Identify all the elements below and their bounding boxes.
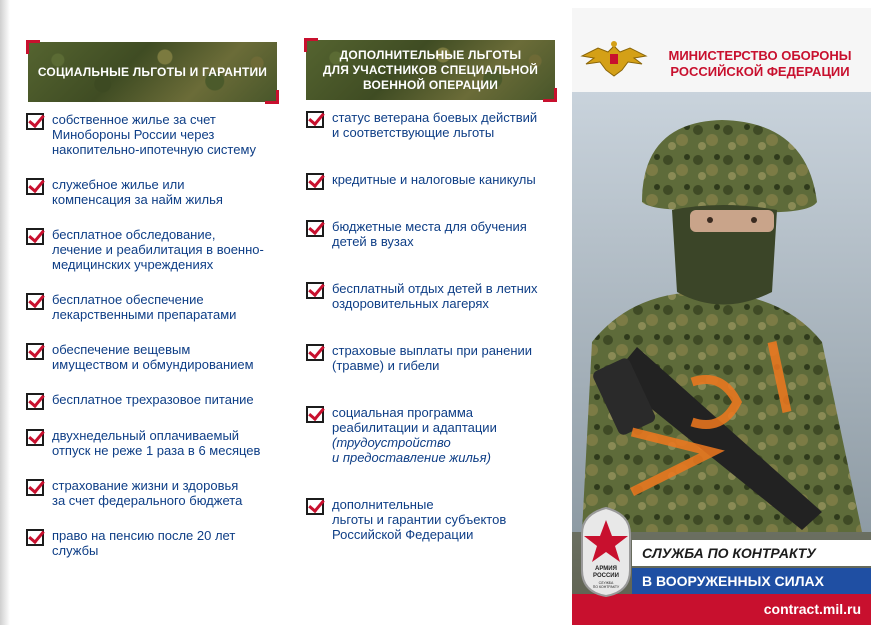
header-corner-accent [265, 90, 279, 104]
svo-benefits-title: ДОПОЛНИТЕЛЬНЫЕ ЛЬГОТЫ ДЛЯ УЧАСТНИКОВ СПЕЦИАЛЬНОЙ ВОЕННОЙ ОПЕРАЦИИ [322, 47, 539, 92]
list-item-text: кредитные и налоговые каникулы [332, 172, 536, 187]
list-item [26, 392, 288, 407]
list-item-note: (трудоустройство и предоставление жилья) [332, 435, 491, 465]
list-item [26, 112, 288, 157]
list-item [306, 343, 568, 373]
list-item [26, 428, 288, 458]
list-item-text: право на пенсию после 20 лет службы [52, 528, 236, 558]
list-item [306, 219, 568, 249]
list-item-text: бесплатное трехразовое питание [52, 392, 254, 407]
list-item [306, 172, 568, 187]
list-item-text: бесплатный отдых детей в летних оздоровительных лагерях [332, 281, 538, 311]
list-item [306, 110, 568, 140]
checkbox-icon [26, 113, 44, 130]
checkbox-icon [306, 173, 324, 190]
checkbox-icon [26, 228, 44, 245]
checkbox-icon [306, 220, 324, 237]
badge-text-russia: РОССИИ [593, 573, 619, 579]
army-russia-badge-icon [578, 506, 634, 598]
list-item-text: дополнительные льготы и гарантии субъектов Российской Федерации [332, 497, 507, 542]
ministry-title: МИНИСТЕРСТВО ОБОРОНЫ РОССИЙСКОЙ ФЕДЕРАЦИИ [668, 48, 852, 79]
list-item [26, 528, 288, 558]
list-item-text: бесплатное обеспечение лекарственными препаратами [52, 292, 237, 322]
list-item-text: бюджетные места для обучения детей в вузах [332, 219, 527, 249]
list-item-text: собственное жилье за счет Минобороны России через накопительно-ипотечную систему [52, 112, 257, 157]
checkbox-icon [26, 429, 44, 446]
checkbox-icon [26, 178, 44, 195]
header-corner-accent [304, 38, 318, 52]
list-item-text: служебное жилье или компенсация за найм жилья [52, 177, 223, 207]
social-benefits-list [26, 112, 288, 558]
checkbox-icon [26, 393, 44, 410]
social-benefits-title: СОЦИАЛЬНЫЕ ЛЬГОТЫ И ГАРАНТИИ [37, 65, 268, 79]
checkbox-icon [306, 406, 324, 423]
list-item-text: бесплатное обследование, лечение и реабилитация в военно- медицинских учреждениях [52, 227, 264, 272]
list-item [306, 281, 568, 311]
list-item-text: страховые выплаты при ранении (травме) и гибели [332, 343, 533, 373]
list-item-text: статус ветерана боевых действий и соответствующие льготы [332, 110, 538, 140]
checkbox-icon [306, 344, 324, 361]
list-item [26, 478, 288, 508]
double-headed-eagle-icon [578, 40, 650, 80]
checkbox-icon [26, 529, 44, 546]
list-item-text: обеспечение вещевым имуществом и обмундированием [52, 342, 254, 372]
svo-benefits-list [306, 110, 568, 542]
checkbox-icon [26, 343, 44, 360]
list-item [306, 405, 568, 465]
badge-text-contract: ПО КОНТРАКТУ [592, 585, 620, 589]
website-link[interactable]: contract.mil.ru [763, 601, 861, 617]
page-fold-shadow [0, 0, 10, 625]
social-benefits-header [28, 42, 277, 102]
armed-forces-line: В ВООРУЖЕННЫХ СИЛАХ [632, 568, 871, 594]
checkbox-icon [26, 479, 44, 496]
recruitment-panel [572, 8, 871, 625]
list-item [26, 342, 288, 372]
header-corner-accent [543, 88, 557, 102]
checkbox-icon [306, 498, 324, 515]
header-corner-accent [26, 40, 40, 54]
checkbox-icon [306, 111, 324, 128]
list-item-text: страхование жизни и здоровья за счет федерального бюджета [52, 478, 243, 508]
soldier-photo [572, 92, 871, 532]
list-item-text: двухнедельный оплачиваемый отпуск не реже 1 раза в 6 месяцев [52, 428, 261, 458]
badge-text-service: СЛУЖБА [598, 581, 614, 585]
list-item-text: социальная программа реабилитации и адаптации [332, 405, 497, 435]
list-item [306, 497, 568, 542]
checkbox-icon [306, 282, 324, 299]
svo-benefits-header [306, 40, 555, 100]
badge-text-army: АРМИЯ [595, 566, 617, 572]
checkbox-icon [26, 293, 44, 310]
list-item [26, 292, 288, 322]
service-contract-line: СЛУЖБА ПО КОНТРАКТУ [632, 540, 871, 566]
list-item [26, 177, 288, 207]
list-item [26, 227, 288, 272]
